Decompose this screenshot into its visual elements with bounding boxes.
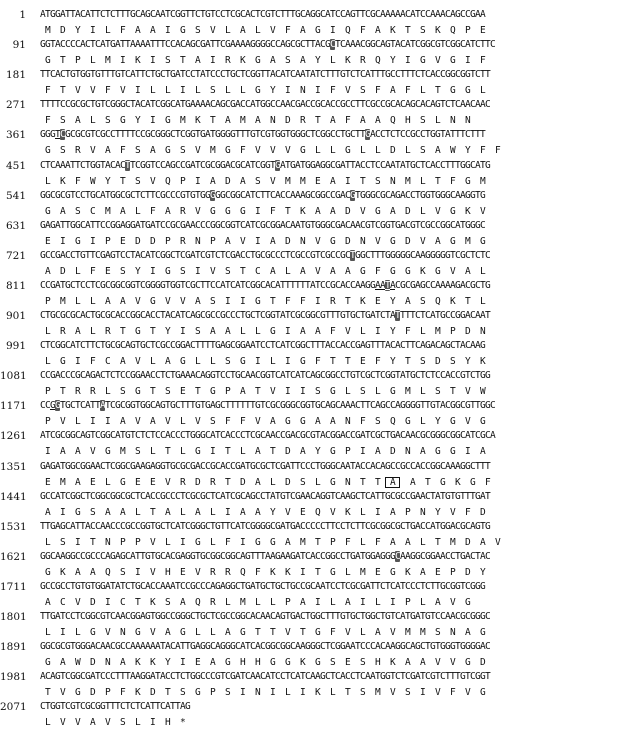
- sequence-row: [0, 519, 626, 548]
- dna-sequence: ACAGTCGGCGATCCCTTTAAGGATACCTCTGGCCCGTCGATCAACATCCTCATCAAGCTCACCTCAATGGTCTCGATCGTCTTTGTCGGT: [40, 671, 490, 683]
- line-number: 1: [19, 9, 26, 21]
- protein-translation: F T V V F V I L L I L S L L G Y I N I F V S F A F L T G G L: [45, 85, 485, 97]
- line-number: 1891: [0, 641, 27, 654]
- underlined-base: A: [375, 279, 380, 291]
- protein-translation: G A W D N A K K Y I E A G H H G G K G S E S H K A A V V G D: [45, 657, 485, 669]
- dna-sequence: CCGACCCGCAGACTCTCCGGAACCTCTGAAACAGGTCCTGCAACGGTCATCATCAGCGGCCTGTCGCTCGGTATGCTCTCCACCGTCTGG: [40, 370, 490, 382]
- protein-translation: F S A L S G Y I G M K T A M A N D R T A F A A Q H S L N N: [45, 115, 470, 127]
- highlighted-base: C: [395, 550, 400, 562]
- line-number: 1621: [0, 550, 27, 563]
- line-number: 631: [5, 219, 26, 232]
- protein-translation: A D L F E S Y I G S I V S T C A L A V A A G F G G K G V A L: [45, 265, 485, 277]
- sequence-row: [0, 188, 626, 217]
- sequence-row: [0, 549, 626, 578]
- highlighted-base: T: [395, 310, 400, 321]
- dna-sequence: CTCAAATTCTGGTACACTTCGGTCCAGCCGATCGCGGACGCATCGGTGATGATGGAGGCGATTACCTCCAATATGCTCACCTTTGGCATG: [40, 159, 490, 171]
- protein-translation: L K F W Y T S V Q P I A D A S V M M E A I T S N M L T F G M: [45, 175, 485, 187]
- protein-translation: A C V D I C T K S A Q R L M L L P A I L A I L I P L A V G: [45, 596, 470, 608]
- sequence-row: [0, 278, 626, 307]
- sequence-row: [0, 639, 626, 669]
- dna-sequence: GGCGCGTCCTGCATGGCGCTCTTCGCCCGTGTGGGGGCGGCATCTTCACCAAAGCGGCCGACGTGGGCGCAGACCTGGTGGGCAAGGTG: [40, 189, 485, 201]
- sequence-row: [0, 308, 626, 337]
- underlined-base: T: [55, 129, 60, 141]
- sequence-row: [0, 459, 626, 488]
- dna-sequence: GGCGCGTGGGACAACGCCAAAAAATACATTGAGGCAGGGCATCACGGCGGCAAGGGCTCGGAATCCCACAAGGCAGCTGTGGGTGGGGAC: [40, 641, 490, 653]
- protein-translation: P V L I I A V A V L V S F F V A G G A A N F S Q G L Y G V G: [45, 416, 485, 428]
- dna-sequence: ATCGCGGCAGTCGGCATGTCTCTCCACCCTGGGCATCACCCTCGCAACCGACGCGTACGGACCGATCGCTGACAACGCGGGCGGCATCGCA: [40, 430, 495, 442]
- sequence-row: [0, 127, 626, 157]
- line-number: 811: [5, 279, 26, 292]
- protein-translation: E M A E L G E E V R D R T D A L D S L G N T T A A T G K G F: [45, 476, 490, 488]
- protein-translation: E I G I P E D D P R N P A V I A D N V G D N V G D V A G M G: [45, 235, 485, 247]
- line-number: 1351: [0, 460, 27, 473]
- highlighted-base: G: [55, 400, 60, 412]
- line-number: 1531: [0, 520, 27, 533]
- line-number: 91: [12, 39, 26, 52]
- line-number: 1441: [0, 490, 27, 503]
- line-number: 1711: [0, 580, 27, 593]
- highlighted-base: G: [365, 129, 370, 141]
- sequence-row: [0, 37, 626, 67]
- protein-translation: G A S C M A L F A R V G G G I F T K A A D V G A D L V G K V: [45, 205, 485, 217]
- sequence-row: [0, 158, 626, 187]
- line-number: 1981: [0, 671, 27, 684]
- dna-sequence: GGCAAGGCCGCCCAGAGCATTGTGCACGAGGTGCGGCGGCAGTTTAAGAAGATCACCGGCCTGATGGAGGGCAAGGCGGAACCTGACTAC: [40, 550, 490, 562]
- dna-sequence: TTCACTGTGGTGTTTGTCATTCTGCTGATCCTATCCCTGCTCGGTTACATCAATATCTTTGTCTCATTTGCCTTTCTCACCGGCGGTCTT: [40, 69, 490, 81]
- protein-translation: L G I F C A V L A G L L S G I L I G F T T E F Y T S D S Y K: [45, 356, 485, 368]
- protein-translation: L I L G V N G V A G L L A G T T V T G F V L A V M M S N A G: [45, 627, 485, 638]
- line-number: 361: [5, 129, 26, 142]
- dna-sequence: GAGATTGGCATTCCGGAGGATGATCCGCGAACCCGGCGGTCATCGCGGACAATGTGGGCGACAACGTCGGTGACGTCGCCGGCATGGGC: [40, 219, 485, 231]
- underlined-base: A: [390, 279, 395, 291]
- dna-sequence: GGTACCCCACTCATGATTAAAATTTCCACAGCGATTCGAAAAGGGGCCAGCGCTTACGCTCAAACGGCAGTACATCGGCGTCGGCATCTTC: [40, 39, 495, 51]
- underlined-base: A: [380, 279, 385, 291]
- highlighted-base: C: [330, 39, 335, 51]
- sequence-row: [0, 579, 626, 608]
- protein-translation: L V V A V S L I H *: [45, 717, 185, 729]
- protein-translation: P T R R L S G T S E T G P A T V I I S G L S L G M L S T V W: [45, 386, 485, 398]
- highlighted-base: A: [100, 400, 105, 412]
- sequence-row: [0, 489, 626, 518]
- line-number: 2071: [0, 701, 27, 714]
- dna-sequence: CTGCGCGCACTGCGCACCGGCACCTACATCAGCGCCGCCCTGCTCGGTATCGCGGCGTTTGTGCTGATCTATTTTCTCATGCCGGACAAT: [40, 310, 490, 321]
- protein-translation: L R A L R T G T Y I S A A L L G I A A F V L I Y F L M P D N: [45, 326, 485, 337]
- line-number: 451: [5, 159, 26, 172]
- protein-translation: L S I T N P P V L I G L F I G G A M T P F L F A A L T M D A V: [45, 536, 500, 548]
- dna-sequence: CTGGTCGTCGCGGTTTCTCTCATTCATTAG: [40, 701, 190, 713]
- protein-translation: G S R V A F S A G S V M G F V V V G L L G L L D L S A W Y F F: [45, 145, 500, 157]
- boxed-residue: A: [385, 476, 400, 488]
- sequence-row: [0, 368, 626, 398]
- dna-sequence: GCCGCCTGTGTGGATATCTGCACCAAATCCGCCCAGAGGCTGATGCTGCTGCCGCAATCCTCGCGATTCTCATCCCTCTTGCGGTCGGG: [40, 580, 485, 592]
- line-number: 271: [5, 99, 26, 112]
- dna-sequence: ATGGATTACATTCTCTTTGCAGCAATCGGTTCTGTCCTCGCACTCGTCTTTGCAGGCATCCAGTTCGCAAAAACATCCAAACAGCCGAA: [40, 9, 485, 20]
- line-number: 1801: [0, 611, 27, 623]
- sequence-row: [0, 609, 626, 638]
- dna-sequence: TTGATCCTCGGCGTCAACGGAGTGGCCGGGCTGCTCGCCGGCACAACAGTGACTGGCTTTGTGCTGGCTGTCATGATGTCCAACGCGGGC: [40, 611, 490, 622]
- line-number: 1171: [0, 400, 27, 413]
- dna-sequence: TTTTCCGCGCTGTCGGGCTACATCGGCATGAAAACAGCGACCATGGCCAACGACCGCACCGCCTTCGCCGCACAGCACAGTCTCAACAAC: [40, 99, 490, 111]
- highlighted-base: C: [60, 129, 65, 141]
- sequence-row: [0, 669, 626, 699]
- highlighted-base: T: [350, 249, 355, 261]
- protein-translation: G K A A Q S I V H E V R R Q F K K I T G L M E G K A E P D Y: [45, 566, 485, 578]
- line-number: 541: [5, 189, 26, 202]
- dna-sequence: GGGTCGCGCGTCGCCTTTTCCGCGGGCTCGGTGATGGGGTTTGTCGTGGTGGGCTCGGCCTGCTTGACCTCTCCGCCTGGTATTTCTTT: [40, 129, 485, 141]
- line-number: 901: [5, 310, 26, 322]
- underlined-base: G: [50, 400, 55, 412]
- protein-translation: I A A V G M S L T L G I T L A T D A Y G P I A D N A G G I A: [45, 446, 485, 458]
- line-number: 1261: [0, 430, 27, 443]
- line-number: 1081: [0, 370, 27, 383]
- sequence-row: [0, 338, 626, 368]
- line-number: 181: [5, 69, 26, 82]
- dna-sequence: GCCATCGGCTCGGCGGCGCTCACCGCCCTCGCGCTCATCGCAGCCTATGTCGAACAGGTCAAGCTCATTGCGCCGAACTATGTGTTTGAT: [40, 490, 490, 502]
- line-number: 721: [5, 249, 26, 262]
- sequence-row: [0, 97, 626, 127]
- highlighted-base: G: [275, 159, 280, 171]
- dna-sequence: GAGATGGCGGAACTCGGCGAAGAGGTGCGCGACCGCACCGATGCGCTCGATTCCCTGGGCAATACCACAGCCGCCACCGGCAAAGGCTTT: [40, 460, 490, 472]
- highlighted-base: T: [125, 159, 130, 171]
- highlighted-base: T: [385, 279, 390, 291]
- sequence-row: [0, 7, 626, 36]
- sequence-row: [0, 218, 626, 247]
- highlighted-base: G: [350, 189, 355, 201]
- sequence-row: [0, 248, 626, 277]
- dna-sequence: GCCGACCTGTTCGAGTCCTACATCGGCTCGATCGTCTCGACCTGCGCCCTCGCCGTCGCCGCTGGCTTTGGGGGCAAGGGGGTCGCTCTC: [40, 249, 490, 261]
- protein-translation: T V G D P F K D T S G P S I N I L I K L T S M V S I V F V G: [45, 687, 485, 699]
- line-number: 991: [5, 340, 26, 353]
- protein-translation: M D Y I L F A A I G S V L A L V F A G I Q F A K T S K Q P E: [45, 25, 485, 36]
- protein-translation: A I G S A A L T A L A L I A A Y V E Q V K L I A P N Y V F D: [45, 506, 485, 518]
- highlighted-base: G: [210, 189, 215, 201]
- sequence-row: [0, 699, 626, 729]
- sequence-row: [0, 428, 626, 458]
- protein-translation: P M L L A A V G V V A S I I G T F F I R T K E Y A S Q K T L: [45, 295, 485, 307]
- dna-sequence: TTGAGCATTACCAACCCGCCGGTGCTCATCGGGCTGTTCATCGGGGCGATGACCCCCTTCCTCTTCGCGGCGCTGACCATGGACGCAGTG: [40, 520, 490, 532]
- sequence-row: [0, 398, 626, 428]
- dna-sequence: CTCGGCATCTTCTGCGCAGTGCTCGCCGGACTTTTGAGCGGAATCCTCATCGGCTTTACCACCGAGTTTACACTTCAGACAGCTACAAG: [40, 340, 485, 352]
- protein-translation: G T P L M I K I S T A I R K G A S A Y L K R Q Y I G V G I F: [45, 55, 485, 67]
- dna-sequence: CCGATGCTCCTCGCGGCGGTCGGGGTGGTCGCTTCCATCATCGGCACATTTTTTATCCGCACCAAGGAATACGCGAGCCAAAAGACGCTG: [40, 279, 490, 291]
- dna-sequence: CCGGTGCTCATTATCGCGGTGGCAGTGCTTTGTGAGCTTTTTTGTCGCGGGCGGTGCAGCAAACTTCAGCCAGGGGTTGTACGGCGTTGGC: [40, 400, 495, 412]
- sequence-row: [0, 67, 626, 97]
